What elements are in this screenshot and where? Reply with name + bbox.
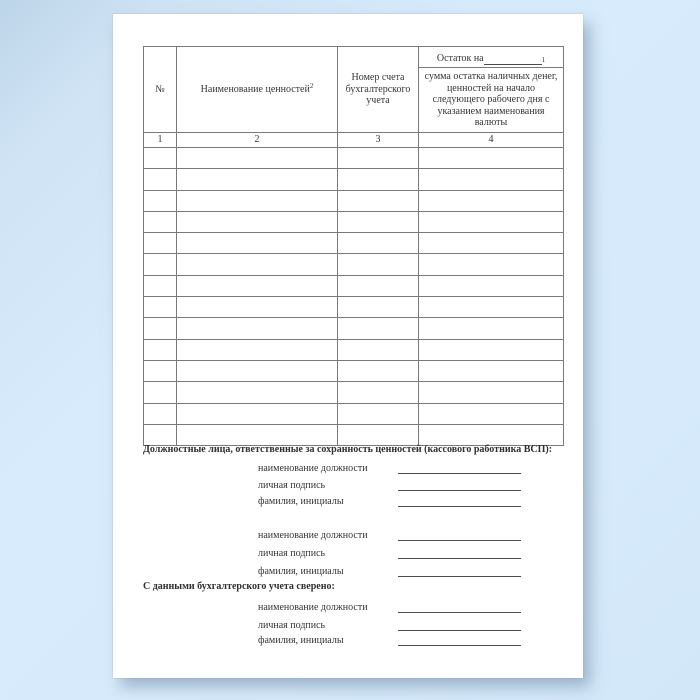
- col-header-number: №: [144, 47, 177, 133]
- empty-cell: [419, 318, 564, 339]
- empty-cell: [419, 254, 564, 275]
- signature-blank-line: [398, 564, 521, 577]
- position-name-label: наименование должности: [258, 602, 368, 613]
- empty-cell: [338, 211, 419, 232]
- empty-cell: [177, 275, 338, 296]
- personal-signature-label: личная подпись: [258, 620, 326, 631]
- signature-blank-line: [398, 478, 521, 491]
- empty-cell: [419, 382, 564, 403]
- empty-cell: [144, 403, 177, 424]
- table-row: [144, 360, 564, 381]
- col-header-valuables-name-text: Наименование ценностей: [200, 83, 310, 95]
- empty-cell: [144, 211, 177, 232]
- signature-blank-line: [398, 600, 521, 613]
- date-blank-line: [484, 52, 542, 65]
- empty-cell: [177, 403, 338, 424]
- signature-blank-line: [398, 546, 521, 559]
- empty-cell: [338, 275, 419, 296]
- empty-cell: [177, 360, 338, 381]
- signature-blank-line: [398, 528, 521, 541]
- empty-cell: [338, 403, 419, 424]
- accounting-verified-heading: С данными бухгалтерского учета сверено:: [143, 581, 335, 592]
- col-header-account-number: Номер счета бухгалтерского учета: [338, 47, 419, 133]
- col-header-balance-date: [419, 47, 564, 68]
- footnote-marker: 2: [309, 81, 314, 90]
- column-index-row: [144, 133, 564, 148]
- empty-cell: [144, 254, 177, 275]
- empty-cell: [144, 169, 177, 190]
- signature-row: [258, 618, 521, 631]
- signature-row: [258, 528, 521, 541]
- empty-cell: [419, 275, 564, 296]
- empty-cell: [419, 339, 564, 360]
- signature-row: [258, 633, 521, 646]
- col-header-valuables-name: [177, 47, 338, 133]
- table-row: [144, 382, 564, 403]
- table-row: [144, 339, 564, 360]
- empty-cell: [419, 424, 564, 445]
- empty-cell: [177, 318, 338, 339]
- signature-row: [258, 546, 521, 559]
- empty-cell: [144, 275, 177, 296]
- values-ledger-table: [143, 46, 564, 446]
- empty-cell: [144, 148, 177, 169]
- personal-signature-label: личная подпись: [258, 480, 326, 491]
- empty-cell: [338, 297, 419, 318]
- empty-cell: [338, 190, 419, 211]
- surname-initials-label: фамилия, инициалы: [258, 496, 344, 507]
- empty-cell: [144, 233, 177, 254]
- empty-cell: [419, 233, 564, 254]
- empty-cell: [338, 318, 419, 339]
- table-body: [144, 148, 564, 446]
- surname-initials-label: фамилия, инициалы: [258, 635, 344, 646]
- empty-cell: [144, 360, 177, 381]
- empty-cell: [177, 339, 338, 360]
- empty-cell: [419, 360, 564, 381]
- empty-cell: [338, 424, 419, 445]
- balance-date-label: Остаток на: [436, 53, 484, 64]
- empty-cell: [144, 339, 177, 360]
- empty-cell: [177, 382, 338, 403]
- table-row: [144, 275, 564, 296]
- signature-blank-line: [398, 633, 521, 646]
- empty-cell: [177, 169, 338, 190]
- column-index-4: 4: [419, 133, 564, 148]
- empty-cell: [338, 148, 419, 169]
- position-name-label: наименование должности: [258, 530, 368, 541]
- table-row: [144, 254, 564, 275]
- empty-cell: [144, 424, 177, 445]
- signature-row: [258, 494, 521, 507]
- signature-row: [258, 564, 521, 577]
- empty-cell: [338, 233, 419, 254]
- table-row: [144, 169, 564, 190]
- table-row: [144, 424, 564, 445]
- empty-cell: [144, 297, 177, 318]
- column-index-1: 1: [144, 133, 177, 148]
- empty-cell: [338, 360, 419, 381]
- table-row: [144, 403, 564, 424]
- empty-cell: [338, 169, 419, 190]
- empty-cell: [338, 382, 419, 403]
- empty-cell: [177, 190, 338, 211]
- empty-cell: [177, 148, 338, 169]
- empty-cell: [144, 318, 177, 339]
- table-row: [144, 211, 564, 232]
- signature-blank-line: [398, 618, 521, 631]
- empty-cell: [338, 254, 419, 275]
- empty-cell: [419, 190, 564, 211]
- table-header-row: [144, 47, 564, 68]
- empty-cell: [419, 148, 564, 169]
- signature-row: [258, 478, 521, 491]
- empty-cell: [177, 297, 338, 318]
- personal-signature-label: личная подпись: [258, 548, 326, 559]
- footnote-marker: 1: [541, 55, 546, 64]
- empty-cell: [177, 254, 338, 275]
- form-page: [113, 14, 583, 678]
- signature-blank-line: [398, 461, 521, 474]
- empty-cell: [177, 424, 338, 445]
- table-row: [144, 233, 564, 254]
- empty-cell: [177, 211, 338, 232]
- empty-cell: [419, 211, 564, 232]
- surname-initials-label: фамилия, инициалы: [258, 566, 344, 577]
- signature-row: [258, 461, 521, 474]
- col-header-balance-description: сумма остатка наличных денег, ценностей на начало следующего рабочего дня с указанием наименования валюты: [419, 68, 564, 133]
- column-index-3: 3: [338, 133, 419, 148]
- position-name-label: наименование должности: [258, 463, 368, 474]
- empty-cell: [144, 382, 177, 403]
- signature-blank-line: [398, 494, 521, 507]
- empty-cell: [419, 297, 564, 318]
- responsible-persons-heading: Должностные лица, ответственные за сохранность ценностей (кассового работника ВСП):: [143, 444, 553, 455]
- table-row: [144, 190, 564, 211]
- table-row: [144, 297, 564, 318]
- empty-cell: [419, 169, 564, 190]
- column-index-2: 2: [177, 133, 338, 148]
- table-row: [144, 318, 564, 339]
- empty-cell: [419, 403, 564, 424]
- empty-cell: [144, 190, 177, 211]
- empty-cell: [338, 339, 419, 360]
- signature-row: [258, 600, 521, 613]
- empty-cell: [177, 233, 338, 254]
- table-row: [144, 148, 564, 169]
